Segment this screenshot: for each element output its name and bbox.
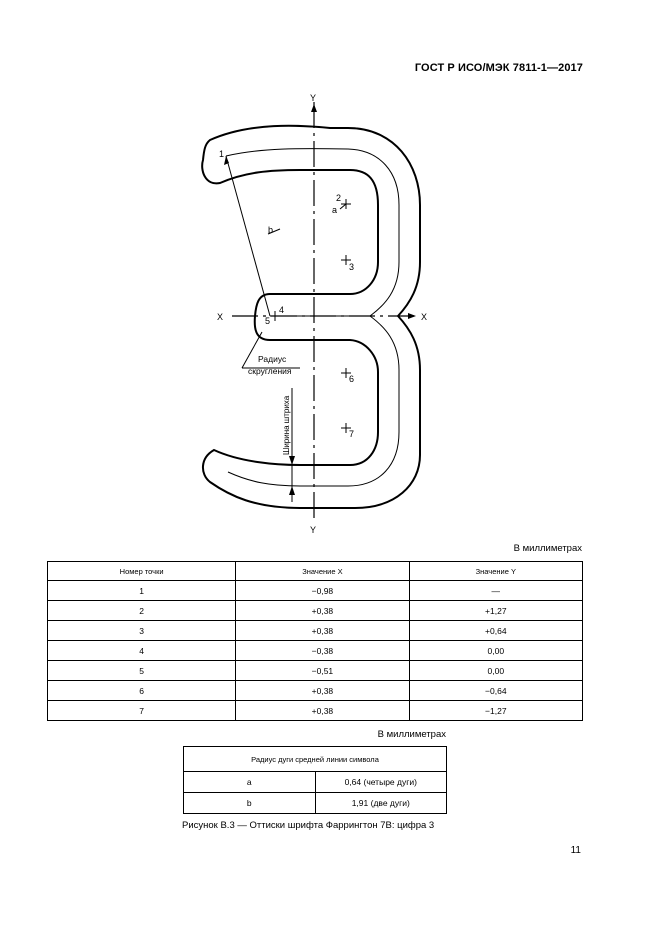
y-value: 0,00 — [409, 641, 582, 661]
radius-letter: a — [184, 772, 316, 793]
axis-y-bottom-label: Y — [310, 525, 317, 535]
table1-header-point: Номер точки — [48, 562, 236, 581]
label-b: b — [268, 225, 274, 235]
x-value: −0,98 — [236, 581, 409, 601]
point-number: 5 — [48, 661, 236, 681]
x-value: +0,38 — [236, 621, 409, 641]
table-row — [184, 793, 447, 814]
table-row — [48, 681, 583, 701]
document-header: ГОСТ Р ИСО/МЭК 7811-1—2017 — [414, 62, 583, 74]
y-value: −0,64 — [409, 681, 582, 701]
table-row — [184, 772, 447, 793]
table-row — [48, 641, 583, 661]
axis-x-right-label: X — [421, 312, 428, 322]
digit-outline — [202, 126, 420, 508]
radius-value: 0,64 (четыре дуги) — [315, 772, 447, 793]
point-label-1: 1 — [219, 149, 225, 159]
radius-label-line1: Радиус — [258, 354, 287, 364]
table-row — [48, 581, 583, 601]
x-value: −0,38 — [236, 641, 409, 661]
label-a: a — [332, 205, 338, 215]
stroke-width-label: Ширина штриха — [282, 395, 291, 455]
x-value: +0,38 — [236, 601, 409, 621]
coordinates-table — [47, 561, 583, 721]
point-label-4: 4 — [279, 305, 285, 315]
point-label-3: 3 — [349, 262, 355, 272]
point-number: 4 — [48, 641, 236, 661]
point-number: 6 — [48, 681, 236, 701]
y-value: — — [409, 581, 582, 601]
point-label-7: 7 — [349, 429, 355, 439]
point-number: 2 — [48, 601, 236, 621]
axis-x-left-label: X — [217, 312, 224, 322]
table2-unit: В миллиметрах — [377, 729, 446, 740]
y-value: −1,27 — [409, 701, 582, 721]
table-row — [48, 701, 583, 721]
axis-y-top-label: Y — [310, 93, 317, 103]
table-row — [48, 621, 583, 641]
table-row — [48, 601, 583, 621]
table1-unit: В миллиметрах — [513, 543, 582, 554]
radius-label-line2: скругления — [248, 366, 292, 376]
point-label-2: 2 — [336, 193, 342, 203]
x-value: −0,51 — [236, 661, 409, 681]
figure-caption: Рисунок В.3 — Оттиски шрифта Фаррингтон 7В: цифра 3 — [182, 820, 435, 831]
x-value: +0,38 — [236, 681, 409, 701]
y-value: +1,27 — [409, 601, 582, 621]
point-label-6: 6 — [349, 374, 355, 384]
radius-letter: b — [184, 793, 316, 814]
table1-header-x: Значение X — [236, 562, 409, 581]
y-value: 0,00 — [409, 661, 582, 681]
radius-table — [183, 746, 447, 814]
point-number: 1 — [48, 581, 236, 601]
x-value: +0,38 — [236, 701, 409, 721]
radius-b-line — [226, 156, 270, 316]
table2-header: Радиус дуги средней линии символа — [184, 747, 447, 772]
point-label-5: 5 — [265, 316, 271, 326]
page-number: 11 — [570, 845, 581, 856]
point-number: 3 — [48, 621, 236, 641]
point-number: 7 — [48, 701, 236, 721]
y-value: +0,64 — [409, 621, 582, 641]
radius-value: 1,91 (две дуги) — [315, 793, 447, 814]
table1-header-y: Значение Y — [409, 562, 582, 581]
table-row — [48, 661, 583, 681]
